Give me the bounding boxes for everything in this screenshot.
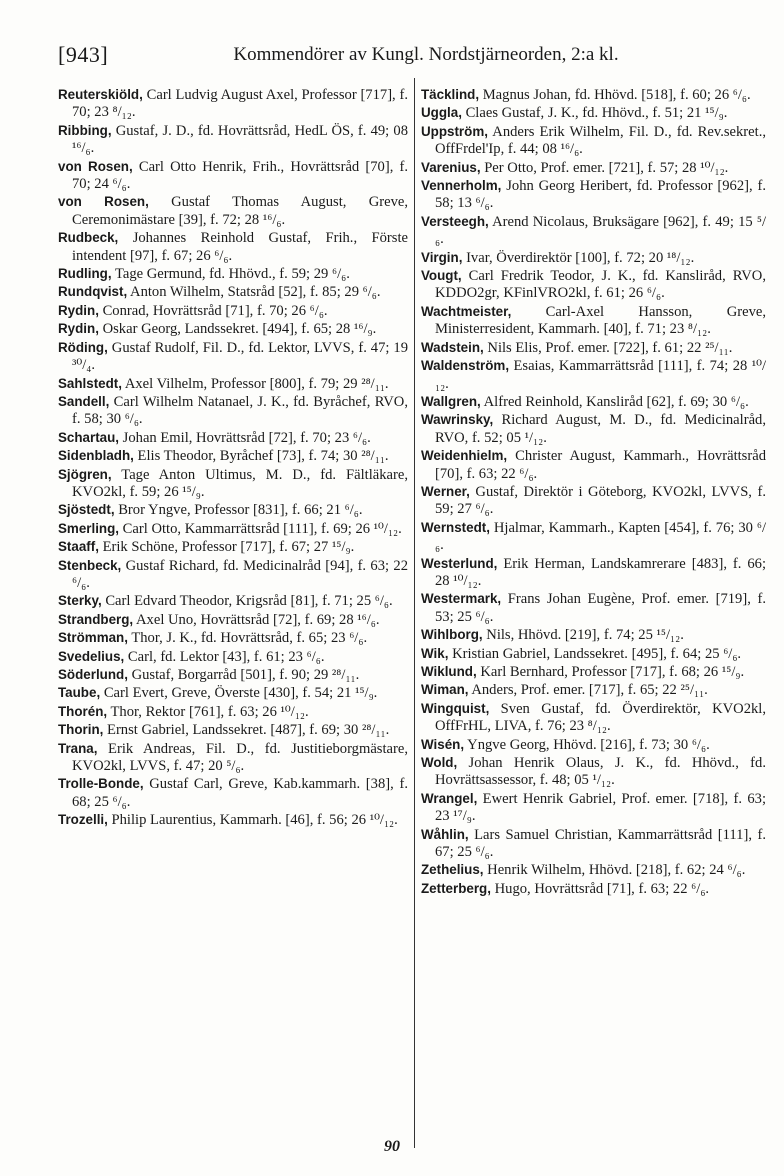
- entry-details: Kristian Gabriel, Landssekret. [495], f. 64; 25 ⁶/₆.: [448, 645, 742, 662]
- register-entry: [421, 645, 766, 663]
- entry-surname: Wik,: [421, 645, 449, 661]
- entry-details: Nils, Hhövd. [219], f. 74; 25 ¹⁵/₁₂.: [482, 627, 684, 644]
- entry-surname: Wåhlin,: [421, 826, 469, 842]
- entry-details: John Georg Heribert, fd. Professor [962], f. 58; 13 ⁶/₆.: [435, 178, 766, 212]
- register-entry: [421, 249, 766, 267]
- entry-details: Johannes Reinhold Gustaf, Frih., Förste intendent [97], f. 67; 26 ⁶/₆.: [72, 230, 408, 264]
- entry-details: Oskar Georg, Landssekret. [494], f. 65; 28 ¹⁶/₉.: [98, 321, 377, 338]
- register-entry: [421, 339, 766, 357]
- register-entry: [421, 357, 766, 393]
- register-entry: [58, 265, 408, 283]
- entry-surname: Svedelius,: [58, 648, 125, 664]
- entry-details: Carl Ludvig August Axel, Professor [717], f. 70; 23 ⁸/₁₂.: [72, 87, 408, 121]
- entry-surname: Werner,: [421, 483, 470, 499]
- register-entry: [58, 557, 408, 593]
- register-entry: [421, 267, 766, 303]
- entry-surname: Ribbing,: [58, 122, 112, 138]
- register-entry: [58, 648, 408, 666]
- entry-details: Gustaf, Direktör i Göteborg, KVO2kl, LVVS, f. 59; 27 ⁶/₆.: [435, 483, 766, 518]
- register-entry: [58, 320, 408, 338]
- left-column: [58, 86, 408, 830]
- register-entry: [58, 538, 408, 556]
- register-entry: [58, 775, 408, 811]
- register-entry: [421, 700, 766, 736]
- entry-surname: Sandell,: [58, 393, 110, 409]
- entry-surname: Sidenbladh,: [58, 448, 134, 464]
- register-entry: [421, 826, 766, 862]
- entry-surname: von Rosen,: [58, 194, 149, 210]
- register-entry: [58, 721, 408, 739]
- register-entry: [58, 86, 408, 122]
- entry-surname: Täcklind,: [421, 87, 480, 102]
- entry-surname: Schartau,: [58, 429, 120, 445]
- entry-surname: Zetterberg,: [421, 880, 491, 896]
- register-entry: [421, 393, 766, 411]
- entry-details: Henrik Wilhelm, Hhövd. [218], f. 62; 24 ⁶/₆.: [483, 862, 746, 879]
- entry-details: Hjalmar, Kammarh., Kapten [454], f. 76; 30 ⁶/₆.: [435, 519, 766, 554]
- entry-surname: Taube,: [58, 685, 101, 701]
- entry-surname: Thorin,: [58, 722, 104, 738]
- entry-surname: Smerling,: [58, 520, 120, 536]
- entry-surname: Wawrinsky,: [421, 412, 494, 428]
- register-entry: [421, 754, 766, 790]
- entry-details: Gustaf Richard, fd. Medicinalråd [94], f. 63; 22 ⁶/₆.: [72, 557, 408, 591]
- register-entry: [58, 466, 408, 502]
- entry-details: Anton Wilhelm, Statsråd [52], f. 85; 29 ⁶/₆.: [127, 284, 381, 301]
- register-entry: [58, 447, 408, 465]
- entry-details: Tage Germund, fd. Hhövd., f. 59; 29 ⁶/₆.: [111, 266, 350, 283]
- register-entry: [421, 519, 766, 555]
- entry-surname: Strömman,: [58, 630, 128, 646]
- entry-details: Johan Emil, Hovrättsråd [72], f. 70; 23 ⁶/₆.: [119, 429, 371, 446]
- entry-surname: Staaff,: [58, 539, 99, 555]
- register-entry: [421, 213, 766, 249]
- page-number: [943]: [58, 42, 109, 67]
- entry-details: Hugo, Hovrättsråd [71], f. 63; 22 ⁶/₆.: [490, 880, 710, 897]
- column-divider: [414, 78, 415, 1148]
- entry-surname: Stenbeck,: [58, 557, 122, 573]
- entry-surname: Vougt,: [421, 268, 462, 284]
- entry-surname: Trolle-Bonde,: [58, 776, 144, 792]
- entry-surname: Versteegh,: [421, 213, 489, 229]
- entry-surname: Söderlund,: [58, 667, 128, 682]
- entry-surname: Wrangel,: [421, 790, 478, 806]
- entry-surname: Sjöstedt,: [58, 502, 115, 518]
- entry-details: Philip Laurentius, Kammarh. [46], f. 56; 26 ¹⁰/₁₂.: [107, 812, 398, 829]
- entry-surname: Sjögren,: [58, 466, 112, 482]
- entry-details: Carl Fredrik Teodor, J. K., fd. Kansliråd, RVO, KDDO2gr, KFinlVRO2kl, f. 61; 26 ⁶/₆.: [435, 268, 766, 302]
- entry-surname: von Rosen,: [58, 158, 133, 174]
- entry-details: Magnus Johan, fd. Hhövd. [518], f. 60; 26 ⁶/₆.: [479, 87, 751, 103]
- entry-surname: Rundqvist,: [58, 284, 128, 300]
- entry-details: Carl Otto Henrik, Frih., Hovrättsråd [70], f. 70; 24 ⁶/₆.: [72, 158, 408, 193]
- register-entry: [421, 104, 766, 122]
- register-entry: [421, 736, 766, 754]
- entry-details: Bror Yngve, Professor [831], f. 66; 21 ⁶/₆.: [114, 502, 363, 519]
- entry-details: Carl, fd. Lektor [43], f. 61; 23 ⁶/₆.: [124, 648, 325, 665]
- entry-details: Alfred Reinhold, Kansliråd [62], f. 69; 30 ⁶/₆.: [480, 393, 749, 410]
- entry-details: Thor, Rektor [761], f. 63; 26 ¹⁰/₁₂.: [107, 703, 309, 720]
- register-entry: [58, 703, 408, 721]
- register-entry: [58, 520, 408, 538]
- register-entry: [58, 193, 408, 229]
- register-entry: [421, 483, 766, 519]
- register-entry: [58, 393, 408, 429]
- entry-surname: Trana,: [58, 740, 98, 756]
- running-title: Kommendörer av Kungl. Nordstjärneorden, 2:a kl.: [233, 44, 619, 65]
- entry-details: Gustaf Thomas August, Greve, Ceremonimästare [39], f. 72; 28 ¹⁶/₆.: [72, 194, 408, 228]
- register-entry: [58, 339, 408, 375]
- register-entry: [58, 158, 408, 194]
- register-entry: [421, 681, 766, 699]
- page-folio: 90: [384, 1138, 400, 1155]
- entry-details: Christer August, Kammarh., Hovrättsråd [70], f. 63; 22 ⁶/₆.: [435, 448, 766, 482]
- entry-details: Erik Andreas, Fil. D., fd. Justitieborgmästare, KVO2kl, LVVS, f. 47; 20 ⁵/₆.: [72, 740, 408, 775]
- entry-details: Erik Herman, Landskamrerare [483], f. 66; 28 ¹⁰/₁₂.: [435, 555, 766, 589]
- register-entry: [421, 626, 766, 644]
- entry-details: Arend Nicolaus, Bruksägare [962], f. 49; 15 ⁵/₆.: [435, 213, 766, 248]
- entry-surname: Rydin,: [58, 302, 99, 318]
- register-entry: [421, 123, 766, 159]
- register-entry: [58, 592, 408, 610]
- register-entry: [58, 122, 408, 158]
- entry-surname: Uppström,: [421, 123, 488, 139]
- entry-details: Ernst Gabriel, Landssekret. [487], f. 69; 30 ²⁸/₁₁.: [103, 722, 390, 739]
- entry-surname: Weidenhielm,: [421, 448, 508, 464]
- entry-surname: Wisén,: [421, 736, 465, 752]
- entry-details: Axel Uno, Hovrättsråd [72], f. 69; 28 ¹⁶/₆.: [133, 611, 380, 628]
- entry-details: Thor, J. K., fd. Hovrättsråd, f. 65; 23 ⁶/₆.: [127, 630, 368, 647]
- entry-surname: Varenius,: [421, 159, 481, 175]
- entry-details: Gustaf Carl, Greve, Kab.kammarh. [38], f. 68; 25 ⁶/₆.: [72, 776, 408, 810]
- register-entry: [58, 283, 408, 301]
- register-entry: [58, 740, 408, 776]
- register-entry: [58, 629, 408, 647]
- entry-surname: Wold,: [421, 755, 458, 771]
- entry-details: Gustaf Rudolf, Fil. D., fd. Lektor, LVVS, f. 47; 19 ³⁰/₄.: [72, 339, 408, 374]
- entry-surname: Wiklund,: [421, 664, 477, 679]
- register-entry: [58, 666, 408, 684]
- entry-surname: Rudbeck,: [58, 230, 119, 246]
- entry-details: Tage Anton Ultimus, M. D., fd. Fältläkare, KVO2kl, f. 59; 26 ¹⁵/₉.: [72, 466, 408, 500]
- entry-surname: Wihlborg,: [421, 627, 483, 643]
- register-entry: [421, 159, 766, 177]
- register-entry: [58, 375, 408, 393]
- entry-details: Karl Bernhard, Professor [717], f. 68; 26 ¹⁵/₉.: [476, 664, 745, 680]
- register-entry: [58, 684, 408, 702]
- entry-surname: Sterky,: [58, 593, 102, 609]
- entry-details: Elis Theodor, Byråchef [73], f. 74; 30 ²⁸/₁₁.: [133, 448, 389, 465]
- entry-details: Per Otto, Prof. emer. [721], f. 57; 28 ¹⁰/₁₂.: [480, 159, 729, 176]
- entry-surname: Rudling,: [58, 266, 112, 282]
- entry-surname: Thorén,: [58, 703, 108, 719]
- entry-details: Sven Gustaf, fd. Överdirektör, KVO2kl, OffFrHL, LIVA, f. 76; 23 ⁸/₁₂.: [435, 700, 766, 735]
- entry-surname: Vennerholm,: [421, 178, 502, 194]
- entry-surname: Wernstedt,: [421, 519, 490, 535]
- entry-details: Anders, Prof. emer. [717], f. 65; 22 ²⁵/₁₁.: [468, 682, 708, 699]
- entry-details: Esaias, Kammarrättsråd [111], f. 74; 28 ¹⁰/₁₂.: [435, 358, 766, 392]
- entry-surname: Wiman,: [421, 682, 469, 698]
- entry-details: Ewert Henrik Gabriel, Prof. emer. [718], f. 63; 23 ¹⁷/₉.: [435, 790, 766, 825]
- entry-surname: Wallgren,: [421, 393, 481, 409]
- register-entry: [421, 861, 766, 879]
- entry-surname: Wadstein,: [421, 339, 484, 355]
- register-entry: [58, 429, 408, 447]
- register-entry: [421, 177, 766, 213]
- entry-surname: Reuterskiöld,: [58, 87, 143, 102]
- entry-details: Carl-Axel Hansson, Greve, Ministerresident, Kammarh. [40], f. 71; 23 ⁸/₁₂.: [435, 303, 766, 338]
- register-entry: [58, 302, 408, 320]
- register-entry: [58, 229, 408, 265]
- entry-details: Anders Erik Wilhelm, Fil. D., fd. Rev.sekret., OffFrdel'Ip, f. 44; 08 ¹⁶/₆.: [435, 123, 766, 158]
- register-entry: [421, 663, 766, 681]
- register-entry: [58, 611, 408, 629]
- entry-surname: Sahlstedt,: [58, 375, 122, 391]
- entry-details: Frans Johan Eugène, Prof. emer. [719], f. 53; 25 ⁶/₆.: [435, 591, 766, 625]
- entry-surname: Westerlund,: [421, 555, 498, 571]
- page-header: [58, 42, 744, 70]
- entry-surname: Rydin,: [58, 321, 99, 337]
- register-entry: [421, 790, 766, 826]
- register-entry: [58, 501, 408, 519]
- entry-details: Carl Wilhelm Natanael, J. K., fd. Byråchef, RVO, f. 58; 30 ⁶/₆.: [72, 393, 408, 428]
- register-entry: [421, 86, 766, 104]
- entry-surname: Zethelius,: [421, 862, 484, 878]
- entry-details: Ivar, Överdirektör [100], f. 72; 20 ¹⁸/₁₂.: [462, 249, 695, 266]
- register-entry: [421, 303, 766, 339]
- entry-details: Nils Elis, Prof. emer. [722], f. 61; 22 ²⁵/₁₁.: [483, 339, 733, 356]
- entry-details: Johan Henrik Olaus, J. K., fd. Hhövd., fd. Hovrättsassessor, f. 48; 05 ¹/₁₂.: [435, 755, 766, 789]
- register-entry: [58, 811, 408, 829]
- entry-details: Claes Gustaf, J. K., fd. Hhövd., f. 51; 21 ¹⁵/₉.: [461, 105, 728, 122]
- entry-details: Gustaf, J. D., fd. Hovrättsråd, HedL ÖS, f. 49; 08 ¹⁶/₆.: [72, 122, 408, 157]
- right-column: [421, 86, 766, 898]
- entry-details: Erik Schöne, Professor [717], f. 67; 27 ¹⁵/₉.: [98, 539, 355, 556]
- register-entry: [421, 411, 766, 447]
- register-entry: [421, 880, 766, 898]
- entry-surname: Röding,: [58, 339, 108, 355]
- entry-surname: Strandberg,: [58, 611, 134, 627]
- entry-surname: Westermark,: [421, 591, 502, 607]
- entry-details: Yngve Georg, Hhövd. [216], f. 73; 30 ⁶/₆.: [464, 736, 710, 753]
- entry-surname: Waldenström,: [421, 358, 510, 374]
- entry-details: Axel Vilhelm, Professor [800], f. 79; 29 ²⁸/₁₁.: [122, 375, 389, 392]
- register-entry: [421, 447, 766, 483]
- register-entry: [421, 590, 766, 626]
- entry-surname: Virgin,: [421, 249, 463, 265]
- entry-surname: Trozelli,: [58, 812, 108, 828]
- entry-surname: Uggla,: [421, 105, 462, 121]
- entry-surname: Wachtmeister,: [421, 303, 512, 319]
- entry-details: Carl Edvard Theodor, Krigsråd [81], f. 71; 25 ⁶/₆.: [101, 593, 393, 610]
- entry-details: Carl Otto, Kammarrättsråd [111], f. 69; 26 ¹⁰/₁₂.: [119, 520, 402, 537]
- entry-surname: Wingquist,: [421, 700, 490, 716]
- register-entry: [421, 555, 766, 591]
- entry-details: Carl Evert, Greve, Överste [430], f. 54; 21 ¹⁵/₉.: [100, 685, 378, 702]
- entry-details: Gustaf, Borgarråd [501], f. 90; 29 ²⁸/₁₁.: [127, 667, 360, 683]
- entry-details: Richard August, M. D., fd. Medicinalråd, RVO, f. 52; 05 ¹/₁₂.: [435, 412, 766, 446]
- entry-details: Conrad, Hovrättsråd [71], f. 70; 26 ⁶/₆.: [98, 302, 328, 319]
- entry-details: Lars Samuel Christian, Kammarrättsråd [111], f. 67; 25 ⁶/₆.: [435, 826, 766, 861]
